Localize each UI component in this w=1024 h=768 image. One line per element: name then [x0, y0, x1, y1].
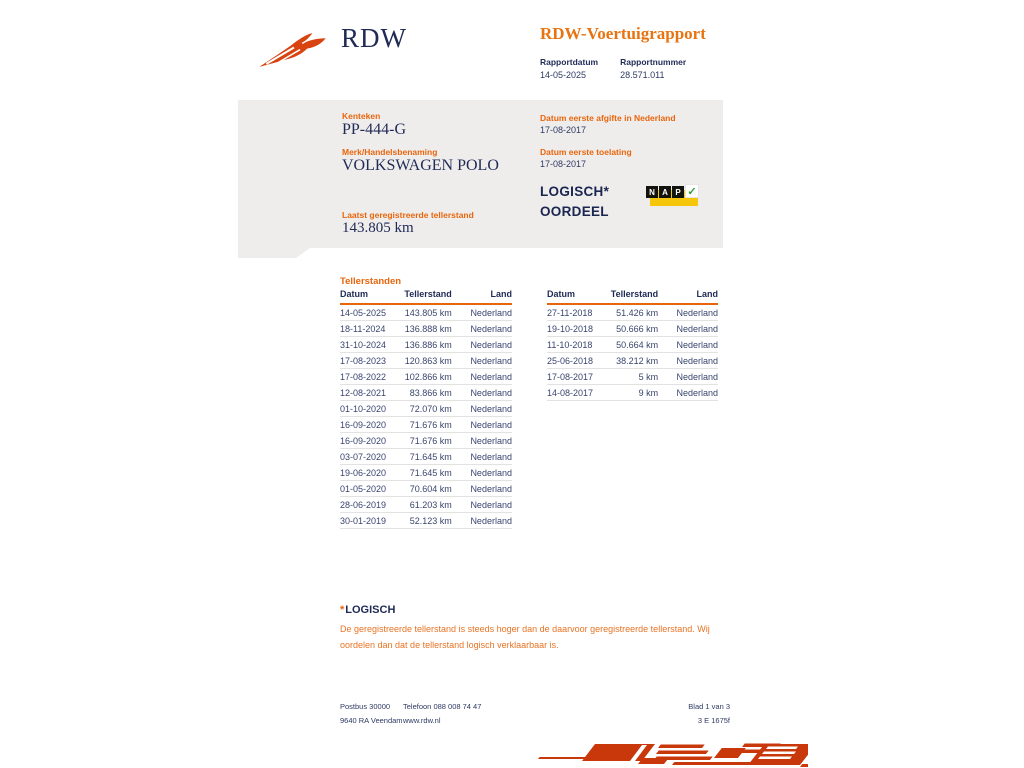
col-header-tellerstand: Tellerstand	[404, 289, 452, 299]
table-row	[340, 417, 512, 433]
tellerstand-value: 143.805 km	[342, 220, 414, 236]
rdw-wing-logo-icon	[256, 26, 334, 70]
kenteken-value: PP-444-G	[342, 121, 407, 138]
col-header-datum: Datum	[547, 289, 576, 299]
cell-datum: 17-08-2017	[547, 372, 594, 382]
cell-datum: 18-11-2024	[340, 324, 386, 334]
merk-label: Merk/Handelsbenaming	[342, 147, 438, 157]
cell-tellerstand: 38.212 km	[616, 356, 659, 366]
cell-tellerstand: 71.645 km	[409, 468, 452, 478]
table-row	[547, 305, 718, 321]
cell-land: Nederland	[470, 388, 512, 398]
table-row	[340, 433, 512, 449]
report-number-value: 28.571.011	[620, 70, 665, 80]
report-date-label: Rapportdatum	[540, 57, 599, 67]
cell-land: Nederland	[676, 356, 718, 366]
oordeel-verdict	[540, 182, 609, 222]
cell-datum: 01-05-2020	[340, 484, 387, 494]
cell-datum: 17-08-2023	[340, 356, 387, 366]
kenteken-label: Kenteken	[342, 111, 381, 121]
merk-value: VOLKSWAGEN POLO	[342, 157, 499, 174]
tellerstanden-table-right	[547, 289, 718, 401]
cell-datum: 25-06-2018	[547, 356, 594, 366]
cell-datum: 16-09-2020	[340, 436, 387, 446]
rdw-footer-stripes-graphic	[538, 735, 808, 768]
table-row	[340, 513, 512, 529]
table-row	[340, 305, 512, 321]
cell-land: Nederland	[470, 324, 512, 334]
cell-land: Nederland	[676, 388, 718, 398]
table-row	[340, 497, 512, 513]
logisch-note-heading	[340, 604, 395, 616]
rdw-wordmark: RDW	[341, 23, 407, 53]
footer-address-line2: 9640 RA Veendam	[340, 716, 403, 725]
nap-letter-n: N	[646, 186, 658, 198]
cell-datum: 31-10-2024	[340, 340, 387, 350]
tellerstanden-table-left	[340, 289, 512, 529]
afgifte-label: Datum eerste afgifte in Nederland	[540, 113, 676, 123]
footer-form-code: 3 E 1675f	[697, 716, 730, 725]
cell-tellerstand: 50.666 km	[616, 324, 659, 334]
table-header-row	[340, 289, 512, 305]
cell-land: Nederland	[676, 340, 718, 350]
document-title: RDW-Voertuigrapport	[540, 24, 706, 43]
nap-letter-p: P	[672, 186, 684, 198]
cell-tellerstand: 52.123 km	[409, 516, 452, 526]
cell-tellerstand: 9 km	[638, 388, 659, 398]
nap-checkmark-icon: ✓	[685, 184, 699, 198]
cell-tellerstand: 143.805 km	[404, 308, 452, 318]
table-row	[547, 321, 718, 337]
cell-datum: 11-10-2018	[547, 340, 593, 350]
table-row	[340, 353, 512, 369]
footer-page-number: Blad 1 van 3	[688, 702, 730, 711]
cell-tellerstand: 70.604 km	[409, 484, 452, 494]
table-row	[547, 385, 718, 401]
note-asterisk: *	[340, 604, 345, 616]
panel-corner-tab	[238, 248, 310, 258]
vehicle-summary-panel	[238, 100, 723, 248]
table-row	[340, 385, 512, 401]
cell-land: Nederland	[470, 516, 512, 526]
cell-datum: 16-09-2020	[340, 420, 387, 430]
toelating-value: 17-08-2017	[540, 159, 587, 169]
cell-land: Nederland	[676, 308, 718, 318]
cell-land: Nederland	[470, 484, 512, 494]
col-header-tellerstand: Tellerstand	[610, 289, 659, 299]
nap-letter-a: A	[659, 186, 671, 198]
cell-land: Nederland	[470, 468, 512, 478]
cell-land: Nederland	[676, 324, 718, 334]
table-row	[340, 321, 512, 337]
cell-tellerstand: 71.676 km	[409, 420, 452, 430]
cell-datum: 17-08-2022	[340, 372, 387, 382]
cell-land: Nederland	[470, 372, 512, 382]
cell-land: Nederland	[470, 340, 512, 350]
table-row	[340, 401, 512, 417]
cell-datum: 03-07-2020	[340, 452, 387, 462]
cell-land: Nederland	[470, 404, 512, 414]
tellerstanden-section-title: Tellerstanden	[340, 276, 402, 287]
logisch-note-text: De geregistreerde tellerstand is steeds hoger dan de daarvoor geregistreerde tellerstand. Wij oordelen dan dat de tellerstand logisch verklaarbaar is.	[340, 624, 710, 650]
cell-tellerstand: 136.886 km	[404, 340, 452, 350]
cell-tellerstand: 71.676 km	[409, 436, 452, 446]
cell-tellerstand: 136.888 km	[404, 324, 452, 334]
table-row	[547, 369, 718, 385]
report-number-label: Rapportnummer	[620, 57, 687, 67]
cell-tellerstand: 102.866 km	[404, 372, 452, 382]
table-row	[547, 353, 718, 369]
cell-tellerstand: 61.203 km	[409, 500, 452, 510]
cell-datum: 14-05-2025	[340, 308, 387, 318]
report-date-value: 14-05-2025	[540, 70, 587, 80]
footer-phone: Telefoon 088 008 74 47	[403, 702, 482, 711]
cell-land: Nederland	[470, 356, 512, 366]
cell-land: Nederland	[470, 420, 512, 430]
oordeel-line1: LOGISCH*	[540, 184, 610, 199]
cell-land: Nederland	[470, 436, 512, 446]
cell-tellerstand: 71.645 km	[409, 452, 452, 462]
nap-logo	[646, 184, 700, 210]
table-row	[340, 465, 512, 481]
tellerstand-label: Laatst geregistreerde tellerstand	[342, 210, 474, 220]
cell-datum: 14-08-2017	[547, 388, 594, 398]
afgifte-value: 17-08-2017	[540, 125, 587, 135]
cell-land: Nederland	[470, 500, 512, 510]
col-header-land: Land	[490, 289, 512, 299]
report-meta	[540, 57, 686, 80]
cell-tellerstand: 83.866 km	[409, 388, 452, 398]
cell-land: Nederland	[470, 308, 512, 318]
note-heading-text: LOGISCH	[345, 604, 396, 616]
table-row	[340, 369, 512, 385]
oordeel-line2: OORDEEL	[540, 204, 609, 219]
col-header-land: Land	[696, 289, 718, 299]
cell-tellerstand: 72.070 km	[409, 404, 452, 414]
table-header-row	[547, 289, 718, 305]
cell-datum: 01-10-2020	[340, 404, 387, 414]
footer-website: www.rdw.nl	[403, 716, 441, 725]
toelating-label: Datum eerste toelating	[540, 147, 632, 157]
cell-datum: 12-08-2021	[340, 388, 387, 398]
cell-datum: 19-10-2018	[547, 324, 594, 334]
table-row	[340, 337, 512, 353]
table-row	[547, 337, 718, 353]
cell-datum: 27-11-2018	[547, 308, 593, 318]
report-date-block	[540, 57, 598, 80]
table-row	[340, 481, 512, 497]
cell-tellerstand: 51.426 km	[616, 308, 659, 318]
cell-datum: 19-06-2020	[340, 468, 387, 478]
cell-datum: 28-06-2019	[340, 500, 387, 510]
cell-tellerstand: 5 km	[638, 372, 659, 382]
cell-datum: 30-01-2019	[340, 516, 387, 526]
cell-land: Nederland	[676, 372, 718, 382]
cell-land: Nederland	[470, 452, 512, 462]
cell-tellerstand: 120.863 km	[404, 356, 452, 366]
footer-address-line1: Postbus 30000	[340, 702, 391, 711]
table-row	[340, 449, 512, 465]
col-header-datum: Datum	[340, 289, 369, 299]
report-number-block	[620, 57, 686, 80]
cell-tellerstand: 50.664 km	[616, 340, 659, 350]
